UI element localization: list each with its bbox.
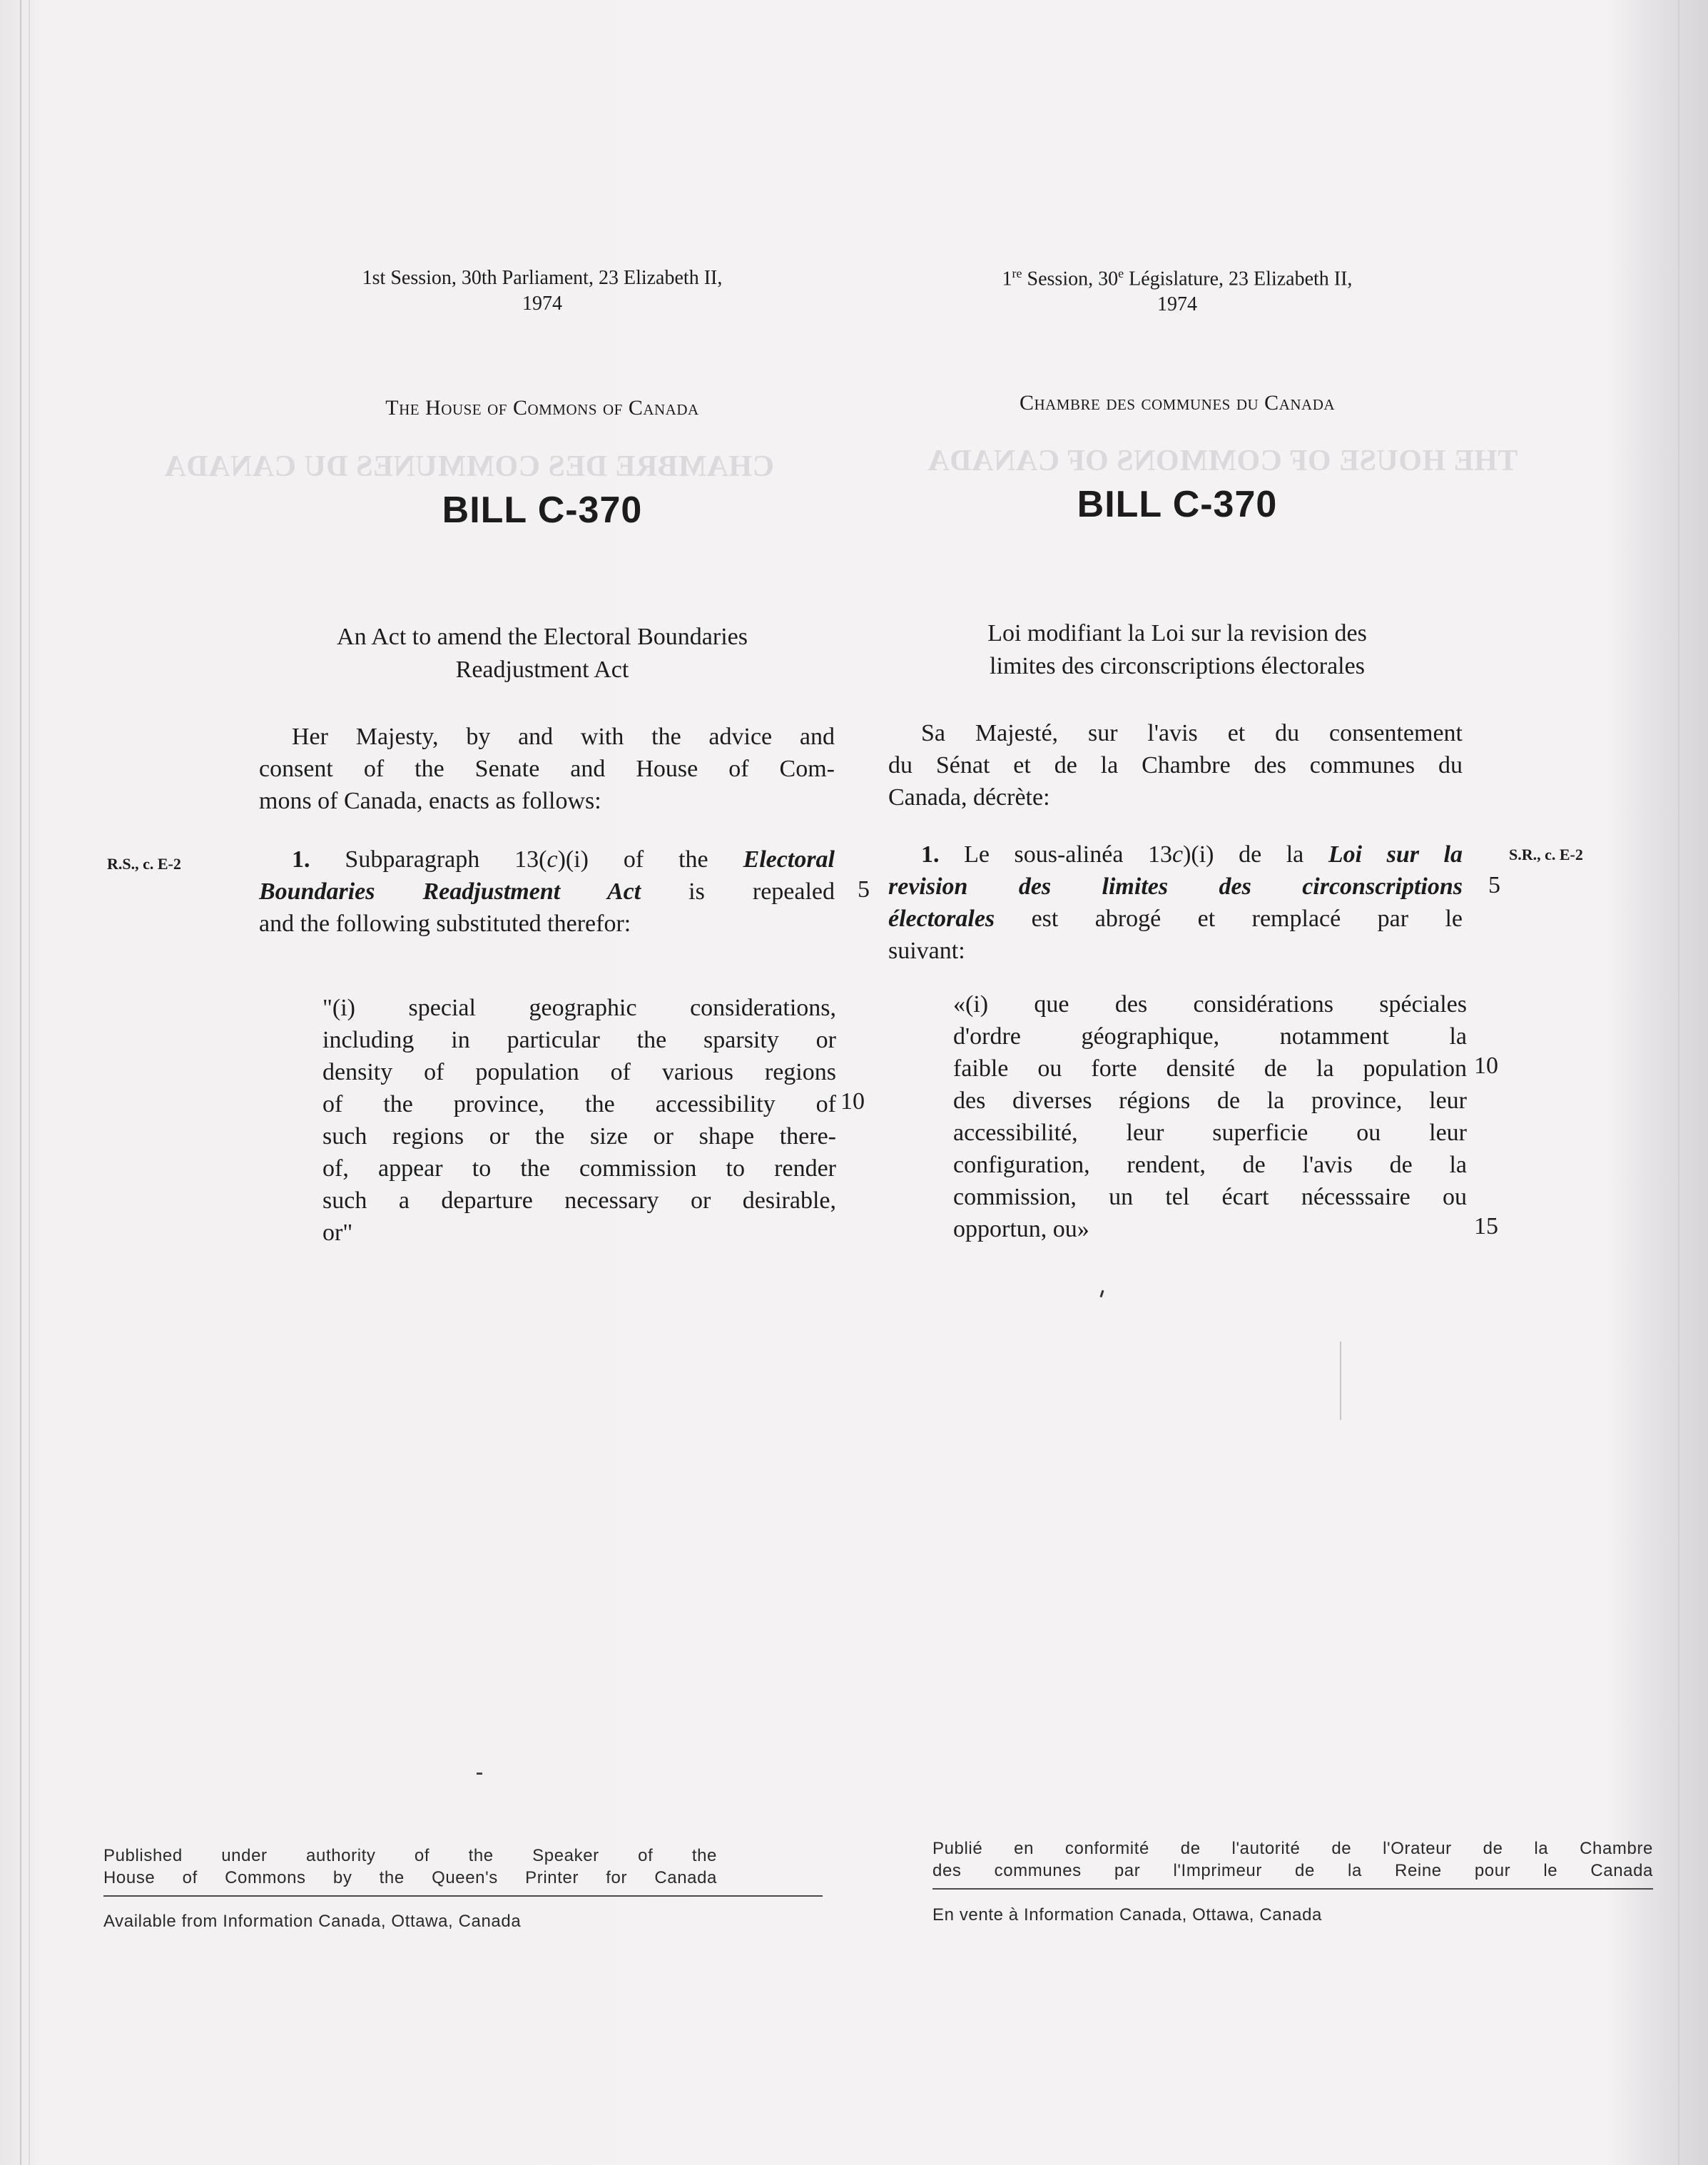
quote-line: d'ordre géographique, notamment la (953, 1023, 1467, 1050)
section-text: est abrogé et remplacé par le (995, 906, 1463, 932)
enacting-line: Sa Majesté, sur l'avis et du consentement (921, 720, 1463, 746)
quoted-subparagraph-en (322, 992, 836, 1249)
line-number-5-fr: 5 (1488, 872, 1500, 898)
line-number-10-en: 10 (840, 1088, 865, 1115)
session-info-fr (892, 260, 1463, 318)
availability-note-fr: En vente à Information Canada, Ottawa, Canada (932, 1905, 1322, 1925)
session-text: Législature, 23 Elizabeth II, (1124, 268, 1353, 290)
quote-line: «(i) que des considérations spéciales (953, 991, 1467, 1018)
house-name-fr: Chambre des communes du Canada (1019, 391, 1336, 415)
quote-line: or" (322, 1220, 353, 1246)
quote-line: faible ou forte densité de la population (953, 1055, 1467, 1082)
enacting-line: du Sénat et de la Chambre des communes du (888, 752, 1463, 779)
section-1-fr-line4: suivant: (888, 938, 965, 964)
act-name-italic: électorales (888, 906, 995, 932)
line-number-10-fr: 10 (1474, 1053, 1498, 1079)
printer-mark (1100, 1290, 1104, 1297)
line-number-5-en: 5 (858, 876, 870, 903)
publisher-note-en (103, 1845, 717, 1889)
session-info-en (257, 265, 828, 317)
section-text: )(i) of the (557, 846, 743, 873)
section-number-en: 1. (292, 846, 310, 873)
section-1-fr-line3 (888, 903, 1463, 935)
act-title-en-line1: An Act to amend the Electoral Boundaries (337, 624, 748, 650)
quote-line: such regions or the size or shape there- (322, 1123, 836, 1150)
paper-crease (1340, 1342, 1341, 1420)
margin-note-fr: S.R., c. E-2 (1509, 846, 1583, 863)
quote-line: opportun, ou» (953, 1216, 1089, 1242)
section-number-fr: 1. (921, 841, 940, 868)
publisher-line: Publié en conformité de l'autorité de l'Orateur de la Chambre (932, 1839, 1653, 1858)
publisher-note-fr (932, 1837, 1653, 1882)
bill-number-en: BILL C-370 (442, 490, 643, 531)
enacting-clause-en (259, 721, 835, 817)
bleed-through-heading-right: THE HOUSE OF COMMONS OF CANADA (927, 445, 1518, 477)
page-edge-right (1678, 0, 1679, 2165)
page-edge-left-inner (29, 0, 30, 2165)
section-1-en-line2 (259, 876, 835, 908)
availability-note-en: Available from Information Canada, Ottawa, Canada (103, 1912, 522, 1931)
section-1-en (259, 843, 835, 940)
quoted-subparagraph-fr (953, 988, 1467, 1245)
quote-line: such a departure necessary or desirable, (322, 1187, 836, 1214)
quote-line: density of population of various regions (322, 1059, 836, 1085)
publisher-line: House of Commons by the Queen's Printer for Canada (103, 1868, 717, 1887)
session-superscript: e (1118, 266, 1124, 280)
quote-line: "(i) special geographic considerations, (322, 995, 836, 1021)
act-title-en-line2: Readjustment Act (455, 656, 629, 683)
session-line-fr (892, 260, 1463, 292)
publisher-line: des communes par l'Imprimeur de la Reine pour le Canada (932, 1861, 1653, 1880)
act-title-fr-line2: limites des circonscriptions électorales (990, 653, 1365, 679)
session-year-en: 1974 (522, 293, 562, 315)
section-text: is repealed (641, 878, 835, 905)
session-text: 1 (1002, 268, 1012, 290)
section-text-italic: c (547, 846, 558, 873)
quote-line: accessibilité, leur superficie ou leur (953, 1120, 1467, 1146)
section-1-fr (888, 838, 1463, 967)
footer-rule-en (103, 1895, 823, 1897)
enacting-line: Her Majesty, by and with the advice and (292, 724, 835, 750)
quote-line: of, appear to the commission to render (322, 1155, 836, 1182)
quote-line: des diverses régions de la province, leur (953, 1087, 1467, 1114)
act-name-italic: Loi sur la (1328, 841, 1463, 868)
section-1-fr-line2 (888, 871, 1463, 903)
footer-rule-fr (932, 1888, 1653, 1890)
line-number-15-fr: 15 (1474, 1213, 1498, 1239)
section-text: Subparagraph 13( (345, 846, 547, 873)
quote-line: of the province, the accessibility of (322, 1091, 836, 1117)
section-text: Le sous-alinéa 13 (964, 841, 1172, 868)
act-title-fr (849, 617, 1505, 683)
enacting-line: Canada, décrète: (888, 784, 1050, 811)
quote-line: including in particular the sparsity or (322, 1027, 836, 1053)
act-name-italic: Electoral (743, 846, 835, 873)
session-text: Session, 30 (1022, 268, 1119, 290)
section-text: )(i) de la (1183, 841, 1328, 868)
session-line-en: 1st Session, 30th Parliament, 23 Elizabeth II, (362, 267, 723, 289)
bleed-through-heading-left: CHAMBRE DES COMMUNES DU CANADA (164, 450, 774, 483)
act-title-en (214, 621, 870, 686)
act-name-italic: revision des limites des circonscriptions (888, 873, 1463, 900)
quote-line: commission, un tel écart nécesssaire ou (953, 1184, 1467, 1210)
enacting-clause-fr (888, 717, 1463, 813)
act-name-italic: Boundaries Readjustment Act (259, 878, 641, 905)
section-1-en-line3: and the following substituted therefor: (259, 911, 631, 937)
margin-note-en: R.S., c. E-2 (107, 855, 181, 873)
section-1-en-line1 (259, 843, 835, 876)
quote-line: configuration, rendent, de l'avis de la (953, 1152, 1467, 1178)
enacting-line: mons of Canada, enacts as follows: (259, 788, 601, 814)
session-superscript: re (1012, 266, 1022, 280)
publisher-line: Published under authority of the Speaker of the (103, 1846, 717, 1865)
page-edge-left (20, 0, 21, 2165)
section-text-italic: c (1172, 841, 1184, 868)
enacting-line: consent of the Senate and House of Com- (259, 756, 835, 782)
act-title-fr-line1: Loi modifiant la Loi sur la revision des (987, 620, 1367, 647)
section-1-fr-line1 (888, 838, 1463, 871)
bill-number-fr: BILL C-370 (1077, 484, 1278, 525)
house-name-en: The House of Commons of Canada (385, 396, 699, 420)
printer-mark (477, 1773, 482, 1775)
session-year-fr: 1974 (1157, 293, 1197, 316)
